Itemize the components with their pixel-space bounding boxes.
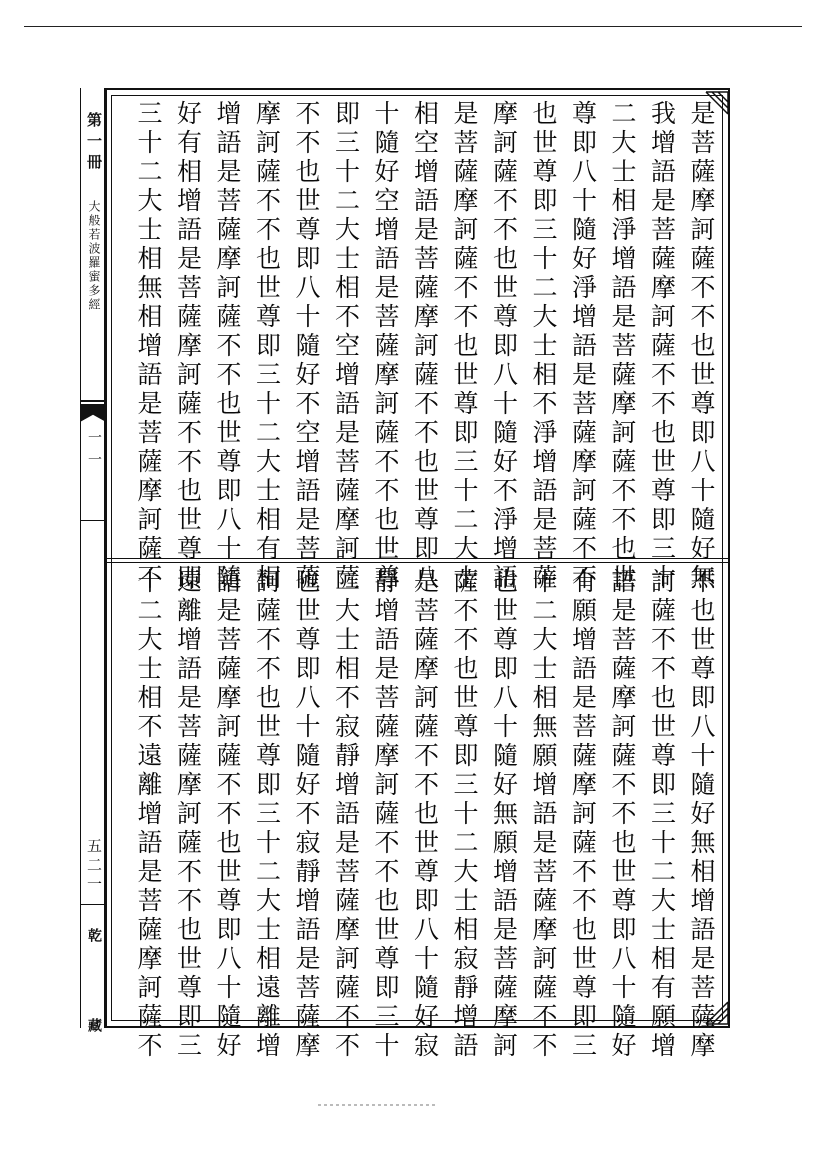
text-column: 是菩薩摩訶薩不不也世尊即八十隨好無 bbox=[687, 100, 716, 593]
volume-label: 第一冊 bbox=[85, 112, 103, 175]
scan-mark bbox=[318, 1104, 438, 1106]
sutra-title: 大般若波羅蜜多經 bbox=[87, 200, 101, 312]
text-column: 是菩薩摩訶薩不不也世尊即八十隨好寂 bbox=[410, 568, 440, 1061]
text-column: 遠離增語是菩薩摩訶薩不不也世尊即三 bbox=[173, 568, 203, 1061]
margin-separator bbox=[80, 520, 106, 521]
fish-tail-mark bbox=[80, 404, 106, 422]
page-number: 五二一 bbox=[85, 838, 103, 895]
text-column: 三十二大士相無相增語是菩薩摩訶薩不 bbox=[134, 100, 163, 593]
text-column: 摩訶薩不不也世尊即八十隨好不淨增語 bbox=[489, 100, 519, 593]
text-column: 靜增語是菩薩摩訶薩不不也世尊即三十 bbox=[371, 568, 400, 1061]
text-column: 即三十二大士相不空增語是菩薩摩訶薩 bbox=[331, 100, 361, 593]
text-column: 也世尊即三十二大士相不淨增語是菩薩 bbox=[529, 100, 558, 593]
text-column: 語是菩薩摩訶薩不不也世尊即八十隨好 bbox=[608, 568, 637, 1061]
text-column: 尊即八十隨好淨增語是菩薩摩訶薩不不 bbox=[568, 100, 598, 593]
margin-rule-left bbox=[80, 88, 81, 1028]
text-column: 十二大士相不遠離增語是菩薩摩訶薩不 bbox=[134, 568, 163, 1061]
text-column: 摩訶薩不不也世尊即三十二大士相有相 bbox=[252, 100, 282, 593]
text-column: 語是菩薩摩訶薩不不也世尊即八十隨好 bbox=[213, 568, 242, 1061]
text-column: 相空增語是菩薩摩訶薩不不也世尊即八 bbox=[410, 100, 440, 593]
text-column: 有願增語是菩薩摩訶薩不不也世尊即三 bbox=[568, 568, 598, 1061]
upper-register bbox=[112, 100, 722, 593]
lower-register bbox=[112, 568, 722, 1061]
text-column: 訶薩不不也世尊即三十二大士相有願增 bbox=[647, 568, 677, 1061]
text-column: 不不也世尊即八十隨好不空增語是菩薩 bbox=[292, 100, 321, 593]
text-column: 十二大士相無願增語是菩薩摩訶薩不不 bbox=[529, 568, 558, 1061]
top-rule bbox=[24, 26, 802, 27]
fish-tail-line bbox=[80, 400, 106, 402]
text-column: 也世尊即八十隨好不寂靜增語是菩薩摩 bbox=[292, 568, 321, 1061]
margin-separator-lower bbox=[80, 904, 106, 905]
text-column: 二大士相不寂靜增語是菩薩摩訶薩不不 bbox=[331, 568, 361, 1061]
text-column: 增語是菩薩摩訶薩不不也世尊即八十隨 bbox=[213, 100, 242, 593]
text-column: 訶薩不不也世尊即三十二大士相遠離增 bbox=[252, 568, 282, 1061]
edition-label: 乾 藏 bbox=[86, 928, 102, 1062]
text-column: 好有相增語是菩薩摩訶薩不不也世尊即 bbox=[173, 100, 203, 593]
text-column: 不也世尊即八十隨好無相增語是菩薩摩 bbox=[687, 568, 716, 1061]
text-column: 是菩薩摩訶薩不不也世尊即三十二大士 bbox=[450, 100, 479, 593]
text-column: 二大士相淨增語是菩薩摩訶薩不不也世 bbox=[608, 100, 637, 593]
text-column: 薩不不也世尊即三十二大士相寂靜增語 bbox=[450, 568, 479, 1061]
text-column: 也世尊即八十隨好無願增語是菩薩摩訶 bbox=[489, 568, 519, 1061]
text-column: 我增語是菩薩摩訶薩不不也世尊即三十 bbox=[647, 100, 677, 593]
juan-number: 一一 bbox=[86, 430, 102, 474]
text-column: 十隨好空增語是菩薩摩訶薩不不也世尊 bbox=[371, 100, 400, 593]
